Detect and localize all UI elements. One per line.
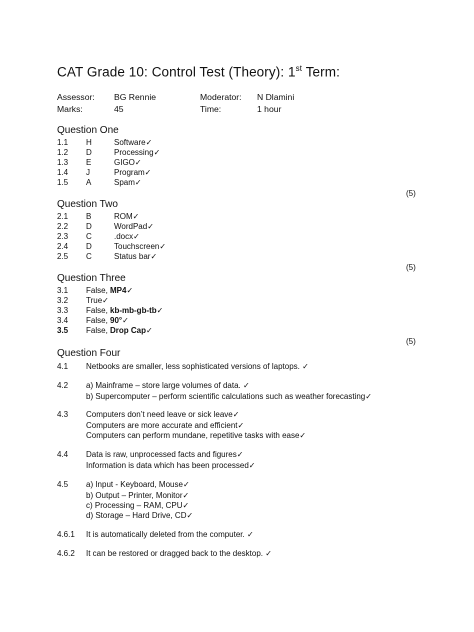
- question-one-mark: (5): [406, 189, 416, 198]
- item-text: Computers are more accurate and efficient✓: [86, 421, 245, 430]
- answer-tick: ✓: [122, 316, 129, 325]
- title-tail: Term:: [302, 64, 340, 80]
- question-four-heading: Question Four: [57, 348, 121, 359]
- moderator-label: Moderator:: [200, 92, 242, 102]
- item-text: b) Output – Printer, Monitor✓: [86, 491, 190, 500]
- answer-text: [86, 326, 153, 335]
- answer-number: 1.3: [57, 158, 69, 167]
- answer-number: 3.1: [57, 286, 69, 295]
- item-number: 4.6.1: [57, 530, 75, 539]
- answer-tick: ✓: [146, 326, 153, 335]
- moderator-value: N Dlamini: [257, 92, 295, 102]
- answer-letter: A: [86, 178, 92, 187]
- answer-text: .docx✓: [114, 232, 140, 241]
- item-number: 4.2: [57, 381, 69, 390]
- answer-number: 1.4: [57, 168, 69, 177]
- item-text: It can be restored or dragged back to the desktop. ✓: [86, 549, 272, 558]
- answer-letter: C: [86, 232, 92, 241]
- answer-number: 1.1: [57, 138, 69, 147]
- answer-text: Spam✓: [114, 178, 142, 187]
- answer-number: 3.5: [57, 326, 69, 335]
- item-number: 4.4: [57, 450, 69, 459]
- answer-letter: B: [86, 212, 92, 221]
- answer-text: [86, 316, 129, 325]
- assessor-label: Assessor:: [57, 92, 95, 102]
- answer-letter: C: [86, 252, 92, 261]
- item-text: Computers can perform mundane, repetitive tasks with ease✓: [86, 431, 307, 440]
- item-number: 4.1: [57, 362, 69, 371]
- question-two-mark: (5): [406, 263, 416, 272]
- answer-prefix: False,: [86, 286, 111, 295]
- item-number: 4.3: [57, 410, 69, 419]
- answer-letter: E: [86, 158, 92, 167]
- item-text: d) Storage – Hard Drive, CD✓: [86, 511, 194, 520]
- item-text: Netbooks are smaller, less sophisticated versions of laptops. ✓: [86, 362, 309, 371]
- item-number: 4.5: [57, 480, 69, 489]
- question-three-heading: Question Three: [57, 273, 126, 284]
- item-text: Computers don’t need leave or sick leave✓: [86, 410, 240, 419]
- answer-text: [86, 286, 133, 295]
- answer-number: 2.3: [57, 232, 69, 241]
- answer-text: [86, 306, 163, 315]
- title-main: CAT Grade 10: Control Test (Theory): 1: [57, 64, 296, 80]
- answer-text: WordPad✓: [114, 222, 154, 231]
- answer-correction: MP4: [110, 286, 127, 295]
- time-value: 1 hour: [257, 104, 282, 114]
- marks-label: Marks:: [57, 104, 83, 114]
- answer-letter: D: [86, 242, 92, 251]
- answer-number: 2.5: [57, 252, 69, 261]
- item-text: Data is raw, unprocessed facts and figures✓: [86, 450, 244, 459]
- answer-number: 1.5: [57, 178, 69, 187]
- answer-letter: H: [86, 138, 92, 147]
- item-text: a) Input - Keyboard, Mouse✓: [86, 480, 190, 489]
- answer-letter: J: [86, 168, 90, 177]
- answer-number: 3.3: [57, 306, 69, 315]
- answer-prefix: False,: [86, 316, 111, 325]
- answer-number: 2.2: [57, 222, 69, 231]
- answer-text: Program✓: [114, 168, 152, 177]
- question-one-heading: Question One: [57, 125, 119, 136]
- answer-prefix: True✓: [86, 296, 109, 305]
- answer-text: Touchscreen✓: [114, 242, 167, 251]
- question-three-mark: (5): [406, 337, 416, 346]
- answer-letter: D: [86, 148, 92, 157]
- answer-number: 3.2: [57, 296, 69, 305]
- answer-number: 2.4: [57, 242, 69, 251]
- answer-letter: D: [86, 222, 92, 231]
- answer-correction: 90°: [110, 316, 123, 325]
- answer-text: ROM✓: [114, 212, 140, 221]
- item-text: c) Processing – RAM, CPU✓: [86, 501, 190, 510]
- answer-prefix: False,: [86, 306, 111, 315]
- item-text: Information is data which has been processed✓: [86, 461, 256, 470]
- answer-text: [86, 296, 109, 305]
- time-label: Time:: [200, 104, 222, 114]
- answer-text: Processing✓: [114, 148, 161, 157]
- answer-text: Software✓: [114, 138, 153, 147]
- answer-number: 3.4: [57, 316, 69, 325]
- answer-correction: kb-mb-gb-tb: [110, 306, 157, 315]
- marks-value: 45: [114, 104, 124, 114]
- item-text: It is automatically deleted from the computer. ✓: [86, 530, 254, 539]
- item-text: a) Mainframe – store large volumes of data. ✓: [86, 381, 250, 390]
- answer-correction: Drop Cap: [110, 326, 147, 335]
- item-text: b) Supercomputer – perform scientific calculations such as weather forecasting✓: [86, 392, 372, 401]
- assessor-value: BG Rennie: [114, 92, 157, 102]
- answer-text: Status bar✓: [114, 252, 158, 261]
- answer-text: GIGO✓: [114, 158, 142, 167]
- question-two-heading: Question Two: [57, 199, 118, 210]
- answer-number: 1.2: [57, 148, 69, 157]
- item-number: 4.6.2: [57, 549, 75, 558]
- title-superscript: st: [295, 64, 303, 73]
- page-title: [57, 64, 340, 80]
- answer-tick: ✓: [156, 306, 164, 315]
- answer-prefix: False,: [86, 326, 111, 335]
- answer-number: 2.1: [57, 212, 69, 221]
- answer-tick: ✓: [126, 286, 134, 295]
